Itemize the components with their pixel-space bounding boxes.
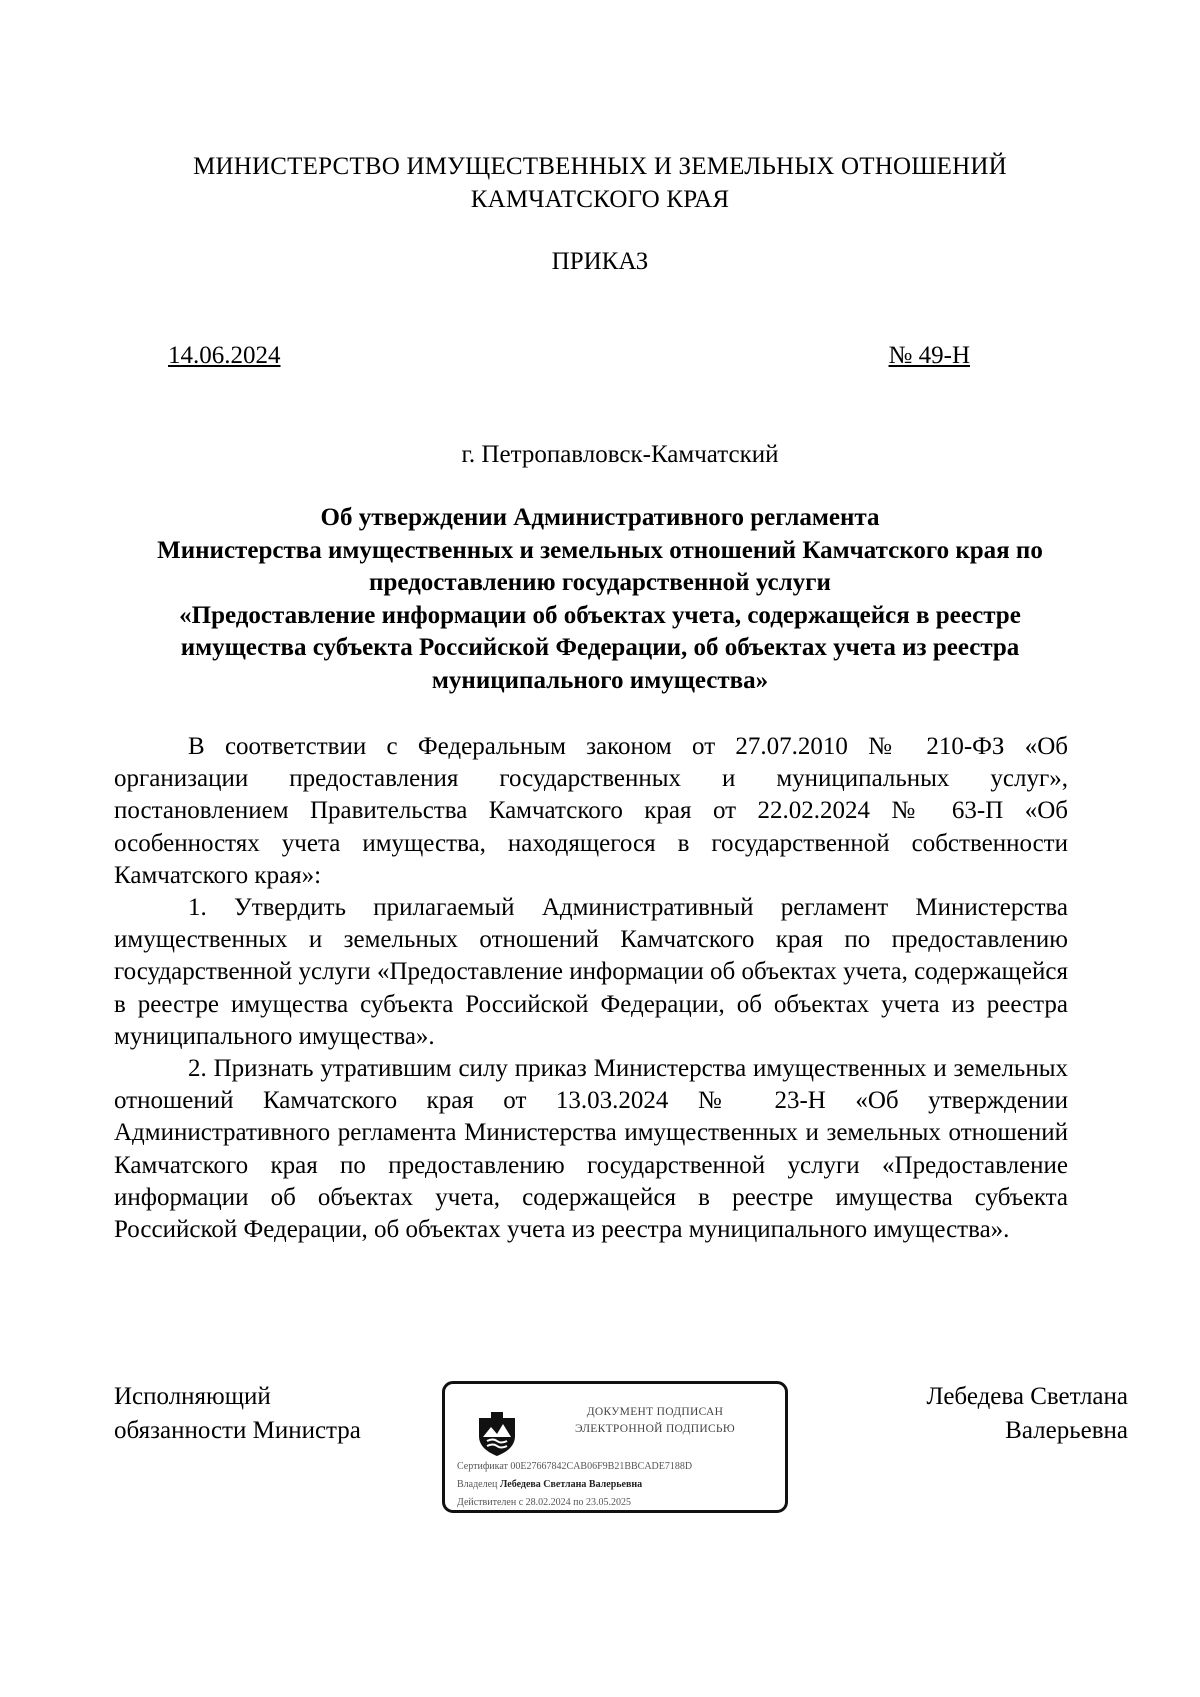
certificate-row — [457, 1458, 777, 1476]
title-line-3: предоставлению государственной услуги — [369, 569, 831, 596]
owner-value: Лебедева Светлана Валерьевна — [499, 1479, 643, 1490]
position-line-2: обязанности Министра — [114, 1417, 361, 1444]
item-2-paragraph: 2. Признать утратившим силу приказ Министерства имущественных и земельных отношений Камчатского края от 13.03.2024 № 23-Н «Об утверждении Административного регламента Министерства имущественных и земельных отношений Камчатского края по предоставлению государственной услуги «Предоставление информации об объектах учета, содержащейся в реестре имущества субъекта Российской Федерации, об объектах учета из реестра муниципального имущества». — [114, 1055, 1068, 1244]
name-line-2: Валерьевна — [1005, 1417, 1128, 1444]
ministry-line-2: КАМЧАТСКОГО КРАЯ — [470, 186, 730, 213]
validity-row — [457, 1494, 777, 1512]
item-1-paragraph: 1. Утвердить прилагаемый Административный регламент Министерства имущественных и земельных отношений Камчатского края по предоставлению государственной услуги «Предоставление информации об объектах учета, содержащейся в реестре имущества субъекта Российской Федерации, об объектах учета из реестра муниципального имущества». — [114, 894, 1068, 1050]
title-line-6: муниципального имущества» — [431, 666, 769, 694]
position-line-1: Исполняющий — [114, 1383, 271, 1410]
signatory-position — [114, 1380, 361, 1448]
preamble-paragraph: В соответствии с Федеральным законом от 27.07.2010 № 210-ФЗ «Об организации предоставления государственных и муниципальных услуг», постановлением Правительства Камчатского края от 22.02.2024 № 63-П «Об особенностях учета имущества, находящегося в государственной собственности Камчатского края»: — [114, 733, 1068, 889]
electronic-signature-stamp — [442, 1381, 788, 1513]
stamp-heading — [537, 1404, 773, 1438]
stamp-heading-line-2: ЭЛЕКТРОННОЙ ПОДПИСЬЮ — [575, 1423, 735, 1435]
title-line-1: Об утверждении Административного регламента — [320, 504, 880, 531]
title-line-5: имущества субъекта Российской Федерации, об объектах учета из реестра — [180, 634, 1020, 661]
document-type: ПРИКАЗ — [551, 248, 649, 275]
validity-value: с 28.02.2024 по 23.05.2025 — [518, 1497, 632, 1508]
coat-of-arms-icon — [473, 1410, 521, 1458]
owner-label: Владелец — [457, 1479, 498, 1490]
title-line-2: Министерства имущественных и земельных отношений Камчатского края по — [157, 536, 1043, 564]
name-line-1: Лебедева Светлана — [926, 1383, 1128, 1410]
ministry-name — [0, 150, 1200, 216]
stamp-details — [457, 1458, 777, 1512]
order-body — [114, 731, 1068, 1246]
owner-row — [457, 1476, 777, 1494]
order-date: 14.06.2024 — [168, 342, 281, 369]
order-number: № 49-Н — [888, 342, 970, 369]
certificate-value: 00E27667842CAB06F9B21BBCADE7188D — [510, 1461, 693, 1472]
signatory-name — [927, 1380, 1128, 1448]
title-line-4: «Предоставление информации об объектах учета, содержащейся в реестре — [179, 601, 1021, 629]
validity-label: Действителен — [457, 1497, 517, 1508]
certificate-label: Сертификат — [457, 1461, 508, 1472]
stamp-heading-line-1: ДОКУМЕНТ ПОДПИСАН — [586, 1406, 724, 1418]
city: г. Петропавловск-Камчатский — [461, 441, 779, 468]
order-title — [100, 502, 1100, 697]
ministry-line-1: МИНИСТЕРСТВО ИМУЩЕСТВЕННЫХ И ЗЕМЕЛЬНЫХ ОТНОШЕНИЙ — [193, 153, 1007, 180]
